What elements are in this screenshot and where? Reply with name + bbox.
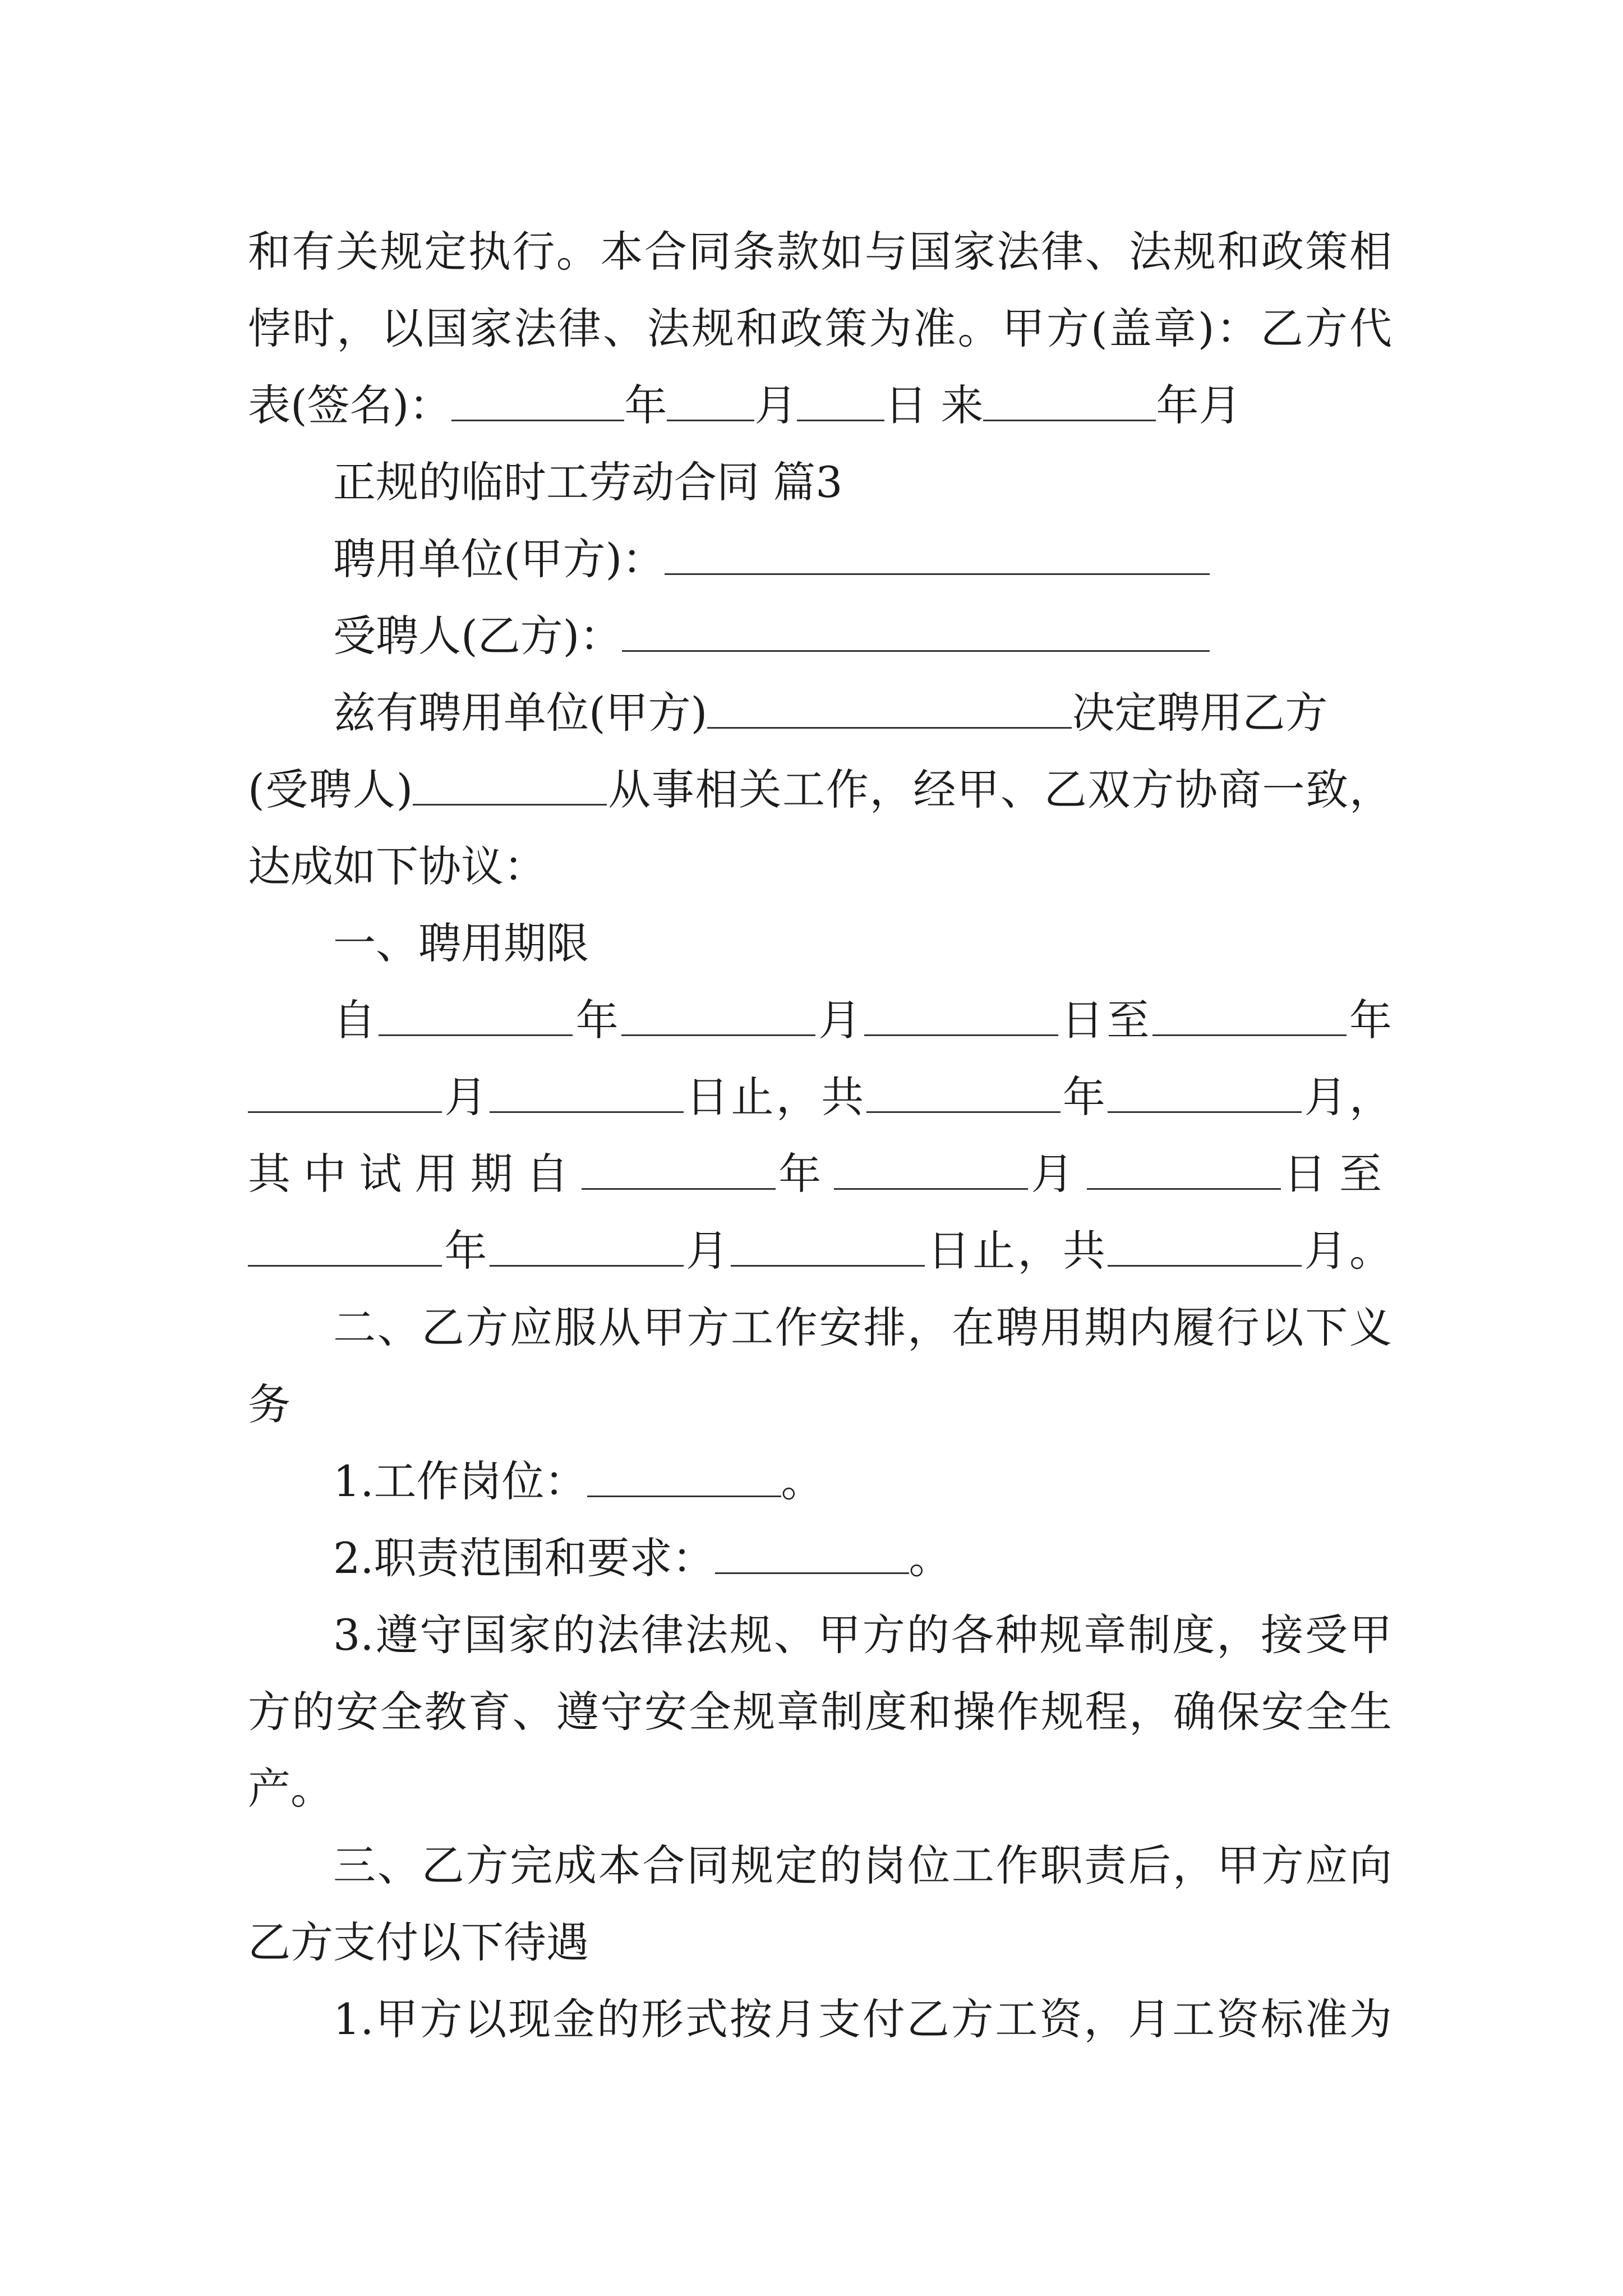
text-segment: 其中试用期自 — [248, 1149, 582, 1199]
text-segment: 月。 — [1302, 1226, 1393, 1276]
signature-blank[interactable] — [451, 379, 624, 421]
text-segment: 表(签名)： — [248, 380, 452, 430]
text-segment: 月 — [815, 995, 864, 1045]
text-segment: (受聘人) — [248, 765, 413, 815]
text-segment: 月 — [442, 1072, 490, 1122]
text-segment: 日至 — [1280, 1149, 1393, 1199]
contract-body — [248, 213, 1392, 2058]
paragraph-line — [248, 828, 1392, 905]
year-blank[interactable] — [248, 1224, 442, 1266]
text-segment: 月 — [683, 1226, 731, 1276]
text-segment: 和有关规定执行。本合同条款如与国家法律、法规和政策相 — [248, 227, 1392, 277]
employer-blank[interactable] — [665, 532, 1210, 574]
text-segment: 月， — [1302, 1072, 1393, 1122]
duty-item — [248, 1443, 1392, 1520]
text-segment: 月 — [754, 380, 797, 430]
year-blank[interactable] — [379, 993, 573, 1036]
paragraph-line — [248, 1366, 1392, 1443]
months-blank[interactable] — [1108, 1224, 1302, 1266]
text-segment: 二、乙方应服从甲方工作安排，在聘用期内履行以下义 — [333, 1303, 1392, 1352]
employee-name-blank[interactable] — [413, 763, 607, 805]
paragraph-line — [248, 1750, 1392, 1827]
text-segment: 年 — [624, 380, 667, 430]
duty-item — [248, 1596, 1392, 1673]
paragraph-line — [248, 1673, 1392, 1750]
paragraph-line — [248, 751, 1392, 828]
text-segment: 2.职责范围和要求： — [333, 1533, 715, 1583]
day-blank[interactable] — [864, 993, 1058, 1036]
section-heading — [248, 444, 1392, 521]
paragraph-line — [248, 213, 1392, 290]
text-segment: 。 — [909, 1533, 952, 1583]
year-blank[interactable] — [582, 1147, 776, 1189]
text-segment: 方的安全教育、遵守安全规章制度和操作规程，确保安全生 — [248, 1687, 1392, 1737]
text-segment: 1.工作岗位： — [333, 1456, 587, 1506]
text-segment: 日止，共 — [683, 1072, 866, 1122]
text-segment: 悖时，以国家法律、法规和政策为准。甲方(盖章)：乙方代 — [248, 303, 1392, 353]
text-segment: 。 — [781, 1456, 824, 1506]
text-segment: 乙方支付以下待遇 — [248, 1917, 589, 1967]
probation-line — [248, 1212, 1392, 1289]
text-segment: 日止，共 — [925, 1226, 1108, 1276]
year-blank[interactable] — [983, 379, 1156, 421]
paragraph-line — [248, 674, 1392, 751]
month-blank[interactable] — [834, 1147, 1028, 1189]
text-segment: 年 — [442, 1226, 490, 1276]
year-blank[interactable] — [1152, 993, 1347, 1036]
employee-blank[interactable] — [622, 609, 1210, 651]
text-segment: 务 — [248, 1379, 291, 1429]
day-blank[interactable] — [797, 379, 884, 421]
text-segment: 3.遵守国家的法律法规、甲方的各种规章制度，接受甲 — [333, 1610, 1392, 1660]
duty-item — [248, 1520, 1392, 1596]
text-segment: 从事相关工作，经甲、乙双方协商一致， — [607, 765, 1392, 815]
text-segment: 年 — [1060, 1072, 1108, 1122]
text-segment: 聘用单位(甲方)： — [333, 534, 665, 584]
text-segment: 日 来 — [884, 380, 984, 430]
day-blank[interactable] — [1087, 1147, 1281, 1189]
employer-line — [248, 521, 1392, 597]
text-segment: 1.甲方以现金的形式按月支付乙方工资，月工资标准为 — [333, 1994, 1392, 2044]
signature-date-line — [248, 367, 1392, 444]
text-segment: 兹有聘用单位(甲方) — [333, 688, 708, 738]
text-segment: 一、聘用期限 — [333, 918, 589, 968]
term-line — [248, 982, 1392, 1059]
text-segment: 自 — [333, 995, 379, 1045]
text-segment: 正规的临时工劳动合同 篇3 — [333, 457, 843, 507]
text-segment: 日至 — [1058, 995, 1152, 1045]
text-segment: 年 — [776, 1149, 834, 1199]
month-blank[interactable] — [490, 1224, 684, 1266]
text-segment: 达成如下协议： — [248, 841, 546, 891]
clause-heading — [248, 905, 1392, 982]
text-segment: 年 — [1346, 995, 1393, 1045]
paragraph-line — [248, 1904, 1392, 1981]
paragraph-line — [248, 1981, 1392, 2058]
months-blank[interactable] — [1108, 1070, 1302, 1112]
employee-line — [248, 597, 1392, 674]
probation-line — [248, 1135, 1392, 1212]
position-blank[interactable] — [587, 1455, 781, 1497]
day-blank[interactable] — [490, 1070, 684, 1112]
duties-blank[interactable] — [715, 1531, 909, 1573]
text-segment: 受聘人(乙方)： — [333, 611, 623, 661]
years-blank[interactable] — [866, 1070, 1061, 1112]
paragraph-line — [248, 290, 1392, 367]
day-blank[interactable] — [731, 1224, 925, 1266]
text-segment: 年月 — [1156, 380, 1242, 430]
clause-heading — [248, 1827, 1392, 1904]
text-segment: 月 — [1028, 1149, 1087, 1199]
text-segment: 年 — [573, 995, 622, 1045]
text-segment: 产。 — [248, 1764, 333, 1814]
text-segment: 决定聘用乙方 — [1072, 688, 1328, 738]
clause-heading — [248, 1289, 1392, 1366]
month-blank[interactable] — [248, 1070, 442, 1112]
month-blank[interactable] — [667, 379, 754, 421]
employer-name-blank[interactable] — [707, 686, 1072, 728]
month-blank[interactable] — [621, 993, 815, 1036]
term-line — [248, 1059, 1392, 1135]
text-segment: 三、乙方完成本合同规定的岗位工作职责后，甲方应向 — [333, 1841, 1392, 1890]
